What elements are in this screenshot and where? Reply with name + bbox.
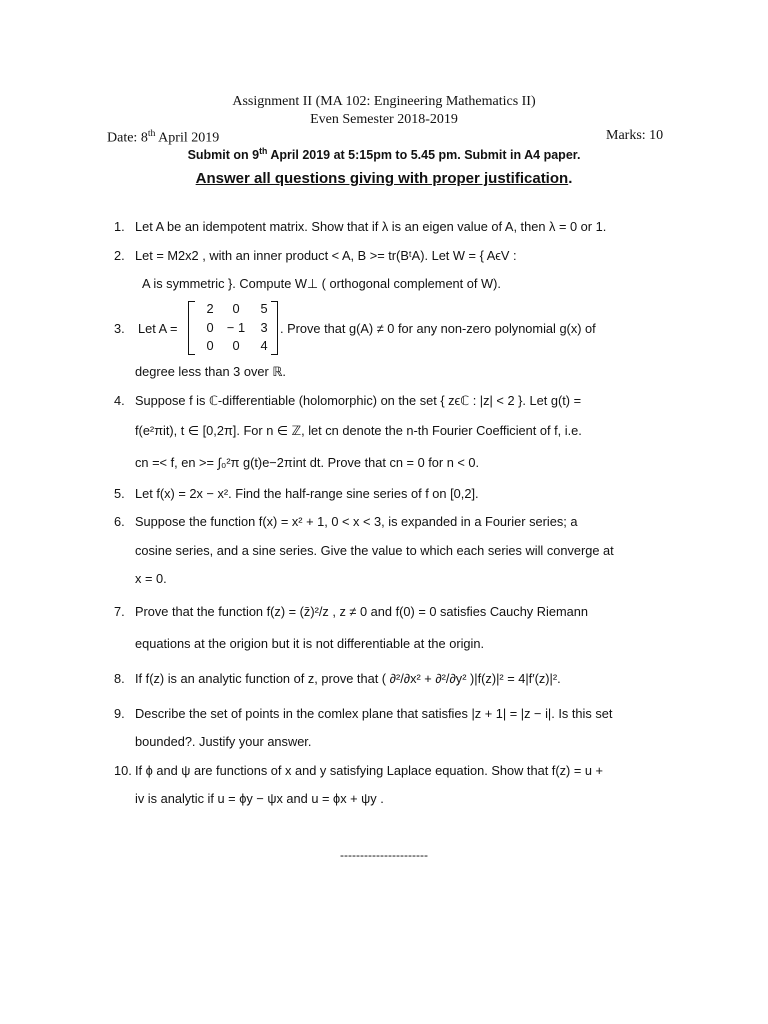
question-text: cn =< f, en >= ∫₀²π g(t)e−2πint dt. Prove that cn = 0 for n < 0.: [135, 455, 480, 470]
question-text: Let = M2x2 , with an inner product < A, B >= tr(BᵗA). Let W = { AϵV :: [135, 248, 517, 263]
question-number: 3.: [114, 321, 125, 336]
question-text: If ϕ and ψ are functions of x and y satisfying Laplace equation. Show that f(z) = u +: [135, 763, 604, 778]
question-text: Suppose the function f(x) = x² + 1, 0 < x < 3, is expanded in a Fourier series; a: [135, 514, 578, 529]
assignment-title: Assignment II (MA 102: Engineering Mathematics II): [232, 94, 536, 109]
question-number: 2.: [114, 248, 125, 263]
question-number: 10.: [114, 763, 132, 778]
marks-label: Marks: 10: [606, 128, 664, 143]
question-text: Let A =: [138, 321, 178, 336]
question-number: 8.: [114, 671, 125, 686]
question-number: 1.: [114, 219, 125, 234]
matrix-cell: 0: [206, 338, 214, 353]
matrix-cell: 0: [232, 301, 240, 316]
end-divider: ----------------------: [340, 848, 428, 862]
question-text: iv is analytic if u = ϕy − ψx and u = ϕx + ψy .: [135, 791, 384, 806]
question-text: . Prove that g(A) ≠ 0 for any non-zero polynomial g(x) of: [280, 321, 596, 336]
date-label: Date: 8th April 2019: [107, 128, 220, 146]
answer-instruction: Answer all questions giving with proper justification.: [195, 170, 573, 187]
question-number: 6.: [114, 514, 125, 529]
question-text: degree less than 3 over ℝ.: [135, 364, 286, 379]
question-text: f(e²πit), t ∈ [0,2π]. For n ∈ ℤ, let cn denote the n-th Fourier Coefficient of f, i.e.: [135, 423, 582, 438]
question-text: Suppose f is ℂ-differentiable (holomorphic) on the set { zϵℂ : |z| < 2 }. Let g(t) =: [135, 393, 582, 408]
semester-title: Even Semester 2018-2019: [310, 112, 458, 127]
question-number: 7.: [114, 604, 125, 619]
question-text: x = 0.: [135, 571, 167, 586]
question-text: bounded?. Justify your answer.: [135, 734, 312, 749]
question-text: Prove that the function f(z) = (z̄)²/z , z ≠ 0 and f(0) = 0 satisfies Cauchy Riemann: [135, 604, 588, 619]
matrix-cell: 2: [206, 301, 214, 316]
question-number: 4.: [114, 393, 125, 408]
matrix-cell: 3: [260, 320, 268, 335]
question-text: A is symmetric }. Compute W⊥ ( orthogonal complement of W).: [142, 276, 501, 291]
question-number: 5.: [114, 486, 125, 501]
matrix-cell: 0: [206, 320, 214, 335]
question-number: 9.: [114, 706, 125, 721]
matrix-cell: − 1: [226, 320, 246, 335]
matrix-cell: 5: [260, 301, 268, 316]
question-text: equations at the origion but it is not differentiable at the origin.: [135, 636, 485, 651]
question-text: cosine series, and a sine series. Give the value to which each series will converge at: [135, 543, 614, 558]
question-text: Let f(x) = 2x − x². Find the half-range sine series of f on [0,2].: [135, 486, 479, 501]
matrix-left-bracket: [188, 301, 195, 355]
matrix-cell: 4: [260, 338, 268, 353]
question-text: Describe the set of points in the comlex plane that satisfies |z + 1| = |z − i|. Is this set: [135, 706, 613, 721]
matrix-cell: 0: [232, 338, 240, 353]
matrix-a: [188, 301, 278, 355]
question-text: If f(z) is an analytic function of z, prove that ( ∂²/∂x² + ∂²/∂y² )|f(z)|² = 4|f′(z)|².: [135, 671, 561, 686]
matrix-right-bracket: [271, 301, 278, 355]
question-text: Let A be an idempotent matrix. Show that if λ is an eigen value of A, then λ = 0 or 1.: [135, 219, 607, 234]
submission-instruction: Submit on 9th April 2019 at 5:15pm to 5.45 pm. Submit in A4 paper.: [187, 146, 581, 163]
